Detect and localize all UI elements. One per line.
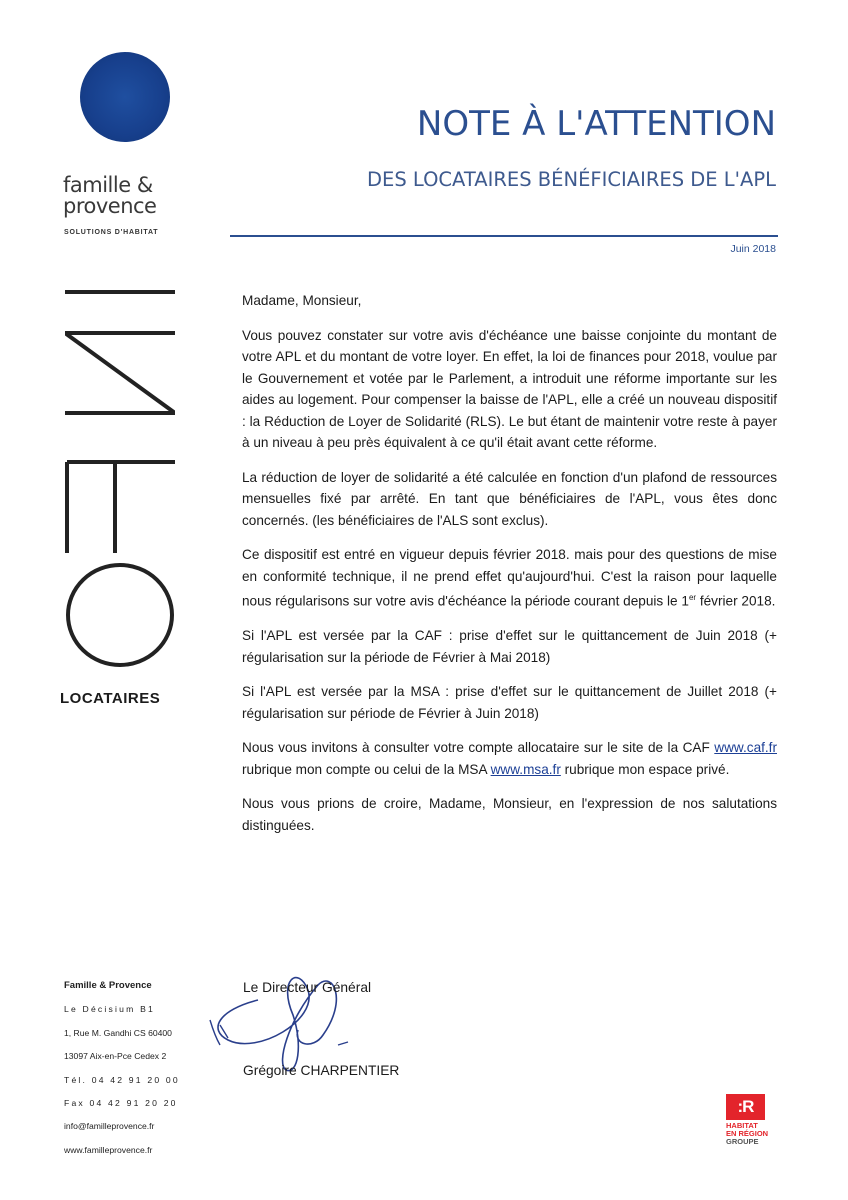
caf-link[interactable]: www.caf.fr xyxy=(714,740,777,756)
footer-company-name: Famille & Provence xyxy=(64,980,152,991)
paragraph-7: Nous vous prions de croire, Madame, Monsieur, en l'expression de nos salutations distinguées. xyxy=(242,796,777,833)
brand-name xyxy=(63,175,183,217)
handwritten-signature xyxy=(198,960,398,1080)
info-letter-f xyxy=(67,462,175,553)
hr-line3: GROUPE xyxy=(726,1137,759,1146)
salutation: Madame, Monsieur, xyxy=(242,293,362,308)
footer-street: 1, Rue M. Gandhi CS 60400 xyxy=(64,1027,172,1038)
paragraph-5: Si l'APL est versée par la MSA : prise d'effet sur le quittancement de Juillet 2018 (+ régularisation sur période de Février à Juin 2018) xyxy=(242,684,777,721)
paragraph-3-superscript: er xyxy=(688,593,697,602)
brand-logo-circle xyxy=(80,52,170,142)
page-title: NOTE À L'ATTENTION xyxy=(416,104,776,144)
info-letter-n xyxy=(65,333,175,413)
habitat-en-region-text xyxy=(726,1122,786,1146)
brand-name-line1: famille & xyxy=(63,173,153,197)
paragraph-1: Vous pouvez constater sur votre avis d'échéance une baisse conjointe du montant de votre APL et du montant de votre loyer. En effet, la loi de finances pour 2018, voulue par le Gouvernement et votée par le Parlement, a introduit une réforme importante sur les aides au logement. Pour compenser la baisse de l'APL, elle a créé un nouveau dispositif : la Réduction de Loyer de Solidarité (RLS). Le but étant de maintenir votre reste à payer à un niveau à peu près équivalent à ce qu'il était avant cette réforme. xyxy=(242,327,777,450)
footer-city: 13097 Aix-en-Pce Cedex 2 xyxy=(64,1051,167,1062)
paragraph-2: La réduction de loyer de solidarité a été calculée en fonction d'un plafond de ressources mensuelles fixé par arrêté. En tant que bénéficiaires de l'APL, vous êtes donc concernés. (les bénéficiaires de l'ALS sont exclus). xyxy=(242,469,777,528)
hr-line2: EN RÉGION xyxy=(726,1129,769,1138)
msa-link[interactable]: www.msa.fr xyxy=(490,761,561,777)
letter-body xyxy=(242,290,777,849)
paragraph-6-text-c: rubrique mon espace privé. xyxy=(560,761,730,777)
habitat-en-region-logo xyxy=(726,1094,786,1146)
brand-name-line2: provence xyxy=(63,194,157,218)
paragraph-3-text-a: Ce dispositif est entré en vigueur depuis février 2018. mais pour des questions de mise en conformité technique, il ne prend effet qu'aujourd'hui. C'est la raison pour laquelle nous régularisons sur votre avis d'échéance la période courant depuis le 1 xyxy=(242,547,777,609)
header-rule xyxy=(230,235,778,237)
paragraph-4: Si l'APL est versée par la CAF : prise d'effet sur le quittancement de Juin 2018 (+ régularisation sur la période de Février à Mai 2018) xyxy=(242,628,777,665)
paragraph-6-text-b: rubrique mon compte ou celui de la MSA xyxy=(242,761,491,777)
brand-tagline: SOLUTIONS D'HABITAT xyxy=(64,229,159,236)
page-subtitle: DES LOCATAIRES BÉNÉFICIAIRES DE L'APL xyxy=(366,168,776,191)
footer-website[interactable]: www.familleprovence.fr xyxy=(64,1144,153,1155)
paragraph-3 xyxy=(242,544,777,612)
paragraph-3-text-b: février 2018. xyxy=(696,593,776,609)
paragraph-6 xyxy=(242,737,777,780)
info-vertical-word xyxy=(65,290,175,670)
document-date: Juin 2018 xyxy=(730,243,776,255)
sidebar-category: LOCATAIRES xyxy=(60,690,161,707)
footer-email[interactable]: info@familleprovence.fr xyxy=(64,1121,155,1132)
info-letter-o xyxy=(68,565,172,665)
hr-line1: HABITAT xyxy=(726,1121,758,1130)
footer-phone: Tél. 04 42 91 20 00 xyxy=(64,1074,180,1085)
footer-contact xyxy=(64,980,180,1167)
footer-building: Le Décisium B1 xyxy=(64,1004,155,1015)
footer-fax: Fax 04 42 91 20 20 xyxy=(64,1097,178,1108)
signatory-name: Grégoire CHARPENTIER xyxy=(243,1063,400,1078)
info-letter-i xyxy=(65,290,175,294)
paragraph-6-text-a: Nous vous invitons à consulter votre compte allocataire sur le site de la CAF xyxy=(242,740,715,756)
habitat-en-region-mark: :R xyxy=(726,1094,765,1120)
signatory-title: Le Directeur Général xyxy=(243,980,372,995)
